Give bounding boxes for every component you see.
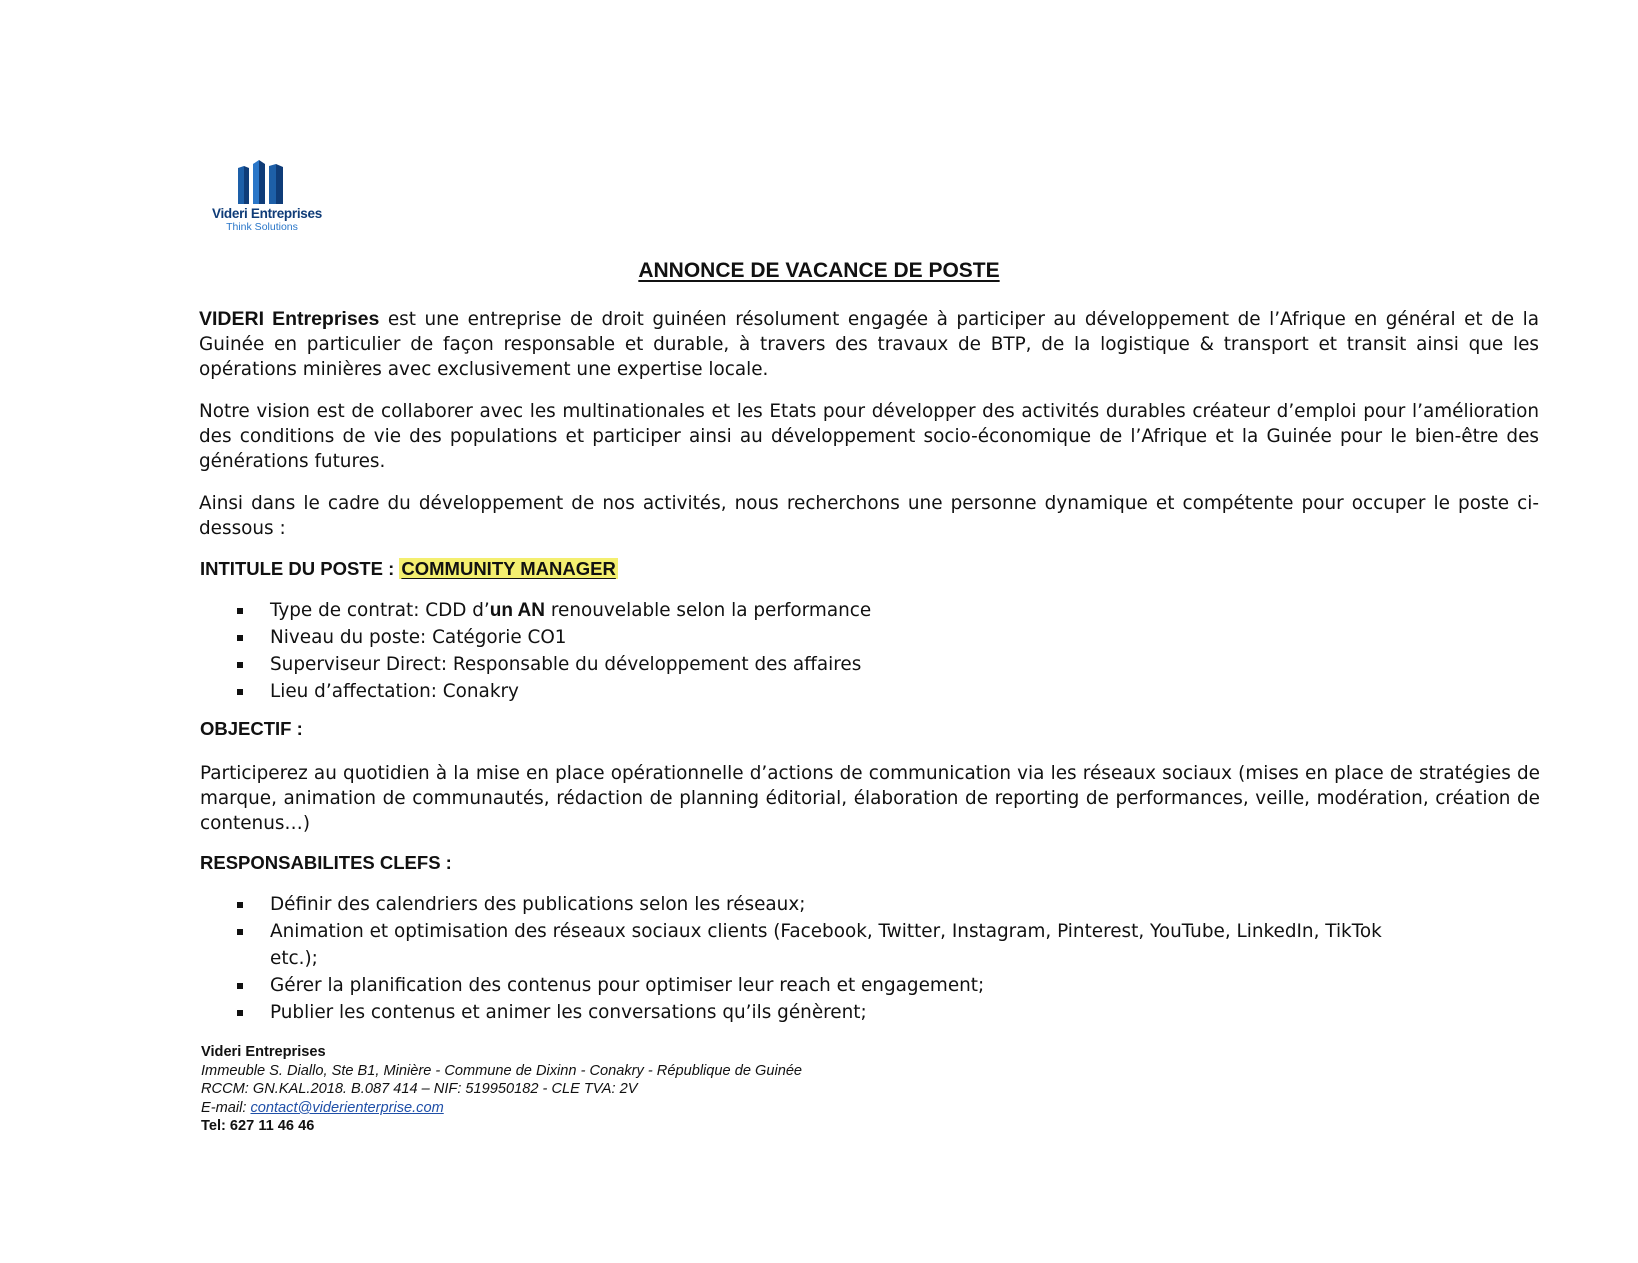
list-item-contract: [232, 597, 1412, 624]
responsibility-text: Définir des calendriers des publications selon les réseaux;: [270, 894, 806, 915]
responsibilities-list: [232, 891, 1412, 1026]
footer-registry: RCCM: GN.KAL.2018. B.087 414 – NIF: 519950182 - CLE TVA: 2V: [201, 1081, 638, 1098]
footer-tel: Tel: 627 11 46 46: [201, 1118, 315, 1135]
job-supervisor: Superviseur Direct: Responsable du développement des affaires: [270, 654, 862, 675]
job-level: Niveau du poste: Catégorie CO1: [270, 627, 567, 648]
list-item: [232, 999, 1412, 1026]
bullet-square-icon: [237, 1010, 243, 1016]
logo-tagline: Think Solutions: [226, 221, 298, 233]
job-title-heading: [200, 558, 618, 580]
intro-paragraph: [199, 307, 1539, 382]
bullet-square-icon: [237, 608, 243, 614]
company-logo: [212, 160, 322, 233]
list-item-supervisor: [232, 651, 1412, 678]
context-paragraph: Ainsi dans le cadre du développement de nos activités, nous recherchons une personne dynamique et compétente pour occuper le poste ci-dessous :: [199, 493, 1539, 539]
responsibility-text: Animation et optimisation des réseaux sociaux clients (Facebook, Twitter, Instagram, Pinterest, YouTube, LinkedIn, TikTok etc.);: [270, 921, 1382, 969]
contract-prefix: Type de contrat: CDD d’: [270, 600, 490, 621]
footer: [201, 1043, 802, 1136]
list-item: [232, 918, 1412, 972]
bullet-square-icon: [237, 662, 243, 668]
footer-address: Immeuble S. Diallo, Ste B1, Minière - Commune de Dixinn - Conakry - République de Guinée: [201, 1062, 803, 1079]
list-item-location: [232, 678, 1412, 705]
contract-duration: un AN: [489, 600, 545, 621]
bullet-square-icon: [237, 902, 243, 908]
contract-suffix: renouvelable selon la performance: [545, 600, 872, 621]
footer-company: Videri Entreprises: [201, 1044, 326, 1060]
document-title: ANNONCE DE VACANCE DE POSTE: [638, 259, 1000, 282]
bullet-square-icon: [237, 635, 243, 641]
responsibility-text: Publier les contenus et animer les conversations qu’ils génèrent;: [270, 1002, 867, 1023]
footer-email-label: E-mail:: [201, 1099, 251, 1116]
intro-company-name: VIDERI Entreprises: [199, 308, 380, 330]
bullet-square-icon: [237, 929, 243, 935]
responsibility-text: Gérer la planification des contenus pour optimiser leur reach et engagement;: [270, 975, 985, 996]
footer-email-line: [201, 1099, 802, 1118]
list-item-level: [232, 624, 1412, 651]
buildings-logo-icon: [236, 160, 288, 204]
vision-paragraph: Notre vision est de collaborer avec les multinationales et les Etats pour développer des activités durables créateur d’emploi pour l’amélioration des conditions de vie des populations et participer ainsi au développement socio-économique de l’Afrique et la Guinée pour le bien-être des générations futures.: [199, 401, 1539, 472]
bullet-square-icon: [237, 983, 243, 989]
job-details-list: [232, 597, 1412, 705]
list-item: [232, 891, 1412, 918]
job-title-label: INTITULE DU POSTE :: [200, 558, 400, 579]
logo-company-name: Videri Entreprises: [212, 206, 322, 221]
objective-heading: OBJECTIF :: [200, 718, 303, 739]
job-title-value: COMMUNITY MANAGER: [401, 558, 616, 579]
intro-text: est une entreprise de droit guinéen résolument engagée à participer au développement de l’Afrique en général et de la Guinée en particulier de façon responsable et durable, à travers des travaux de BTP, de la logistique & transport et transit ainsi que les opérations minières avec exclusivement une expertise locale.: [199, 309, 1539, 380]
job-location: Lieu d’affectation: Conakry: [270, 681, 519, 702]
footer-email-link[interactable]: contact@viderienterprise.com: [250, 1099, 444, 1116]
bullet-square-icon: [237, 689, 243, 695]
objective-paragraph: Participerez au quotidien à la mise en place opérationnelle d’actions de communication via les réseaux sociaux (mises en place de stratégies de marque, animation de communautés, rédaction de planning éditorial, élaboration de reporting de performances, veille, modération, création de contenus…): [200, 763, 1540, 834]
list-item: [232, 972, 1412, 999]
responsibilities-heading: RESPONSABILITES CLEFS :: [200, 852, 452, 873]
